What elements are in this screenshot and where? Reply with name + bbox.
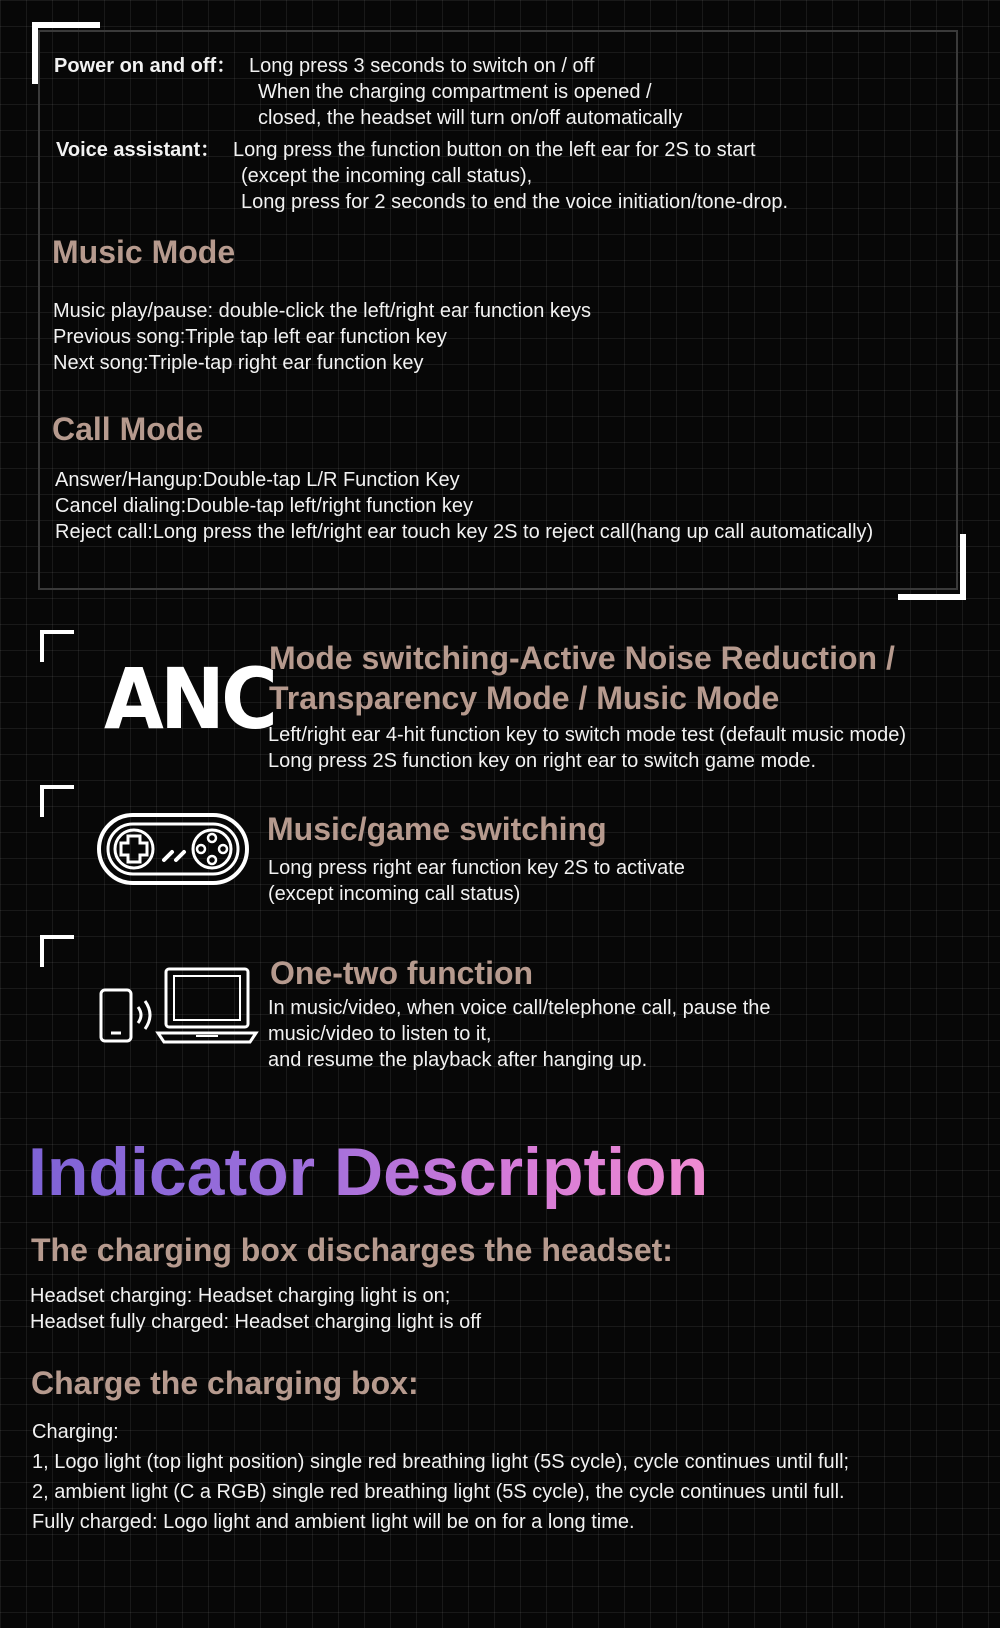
onetwo-desc-line-1: In music/video, when voice call/telephone call, pause the — [268, 997, 771, 1019]
call-mode-line-2: Cancel dialing:Double-tap left/right function key — [55, 495, 474, 517]
gamepad-icon — [96, 812, 250, 886]
game-desc-line-2: (except incoming call status) — [268, 883, 521, 905]
discharge-heading: The charging box discharges the headset: — [31, 1232, 673, 1268]
feature-corner-game — [40, 785, 74, 817]
voice-line-1: Long press the function button on the left ear for 2S to start — [233, 139, 756, 161]
charge-line-3: 2, ambient light (C a RGB) single red breathing light (5S cycle), the cycle continues until full. — [32, 1481, 845, 1503]
call-mode-line-3: Reject call:Long press the left/right ear touch key 2S to reject call(hang up call automatically) — [55, 521, 874, 543]
phone-laptop-icon — [98, 965, 260, 1045]
anc-icon: ANC — [104, 650, 275, 748]
charge-line-2: 1, Logo light (top light position) single red breathing light (5S cycle), cycle continues until full; — [32, 1451, 850, 1473]
discharge-line-1: Headset charging: Headset charging light is on; — [30, 1285, 451, 1307]
voice-label: Voice assistant： — [56, 139, 221, 161]
voice-line-2: (except the incoming call status), — [241, 165, 533, 187]
charge-line-1: Charging: — [32, 1421, 119, 1443]
music-mode-heading: Music Mode — [52, 234, 236, 270]
feature-corner-anc — [40, 630, 74, 662]
anc-desc-line-2: Long press 2S function key on right ear to switch game mode. — [268, 750, 817, 772]
game-desc-line-1: Long press right ear function key 2S to activate — [268, 857, 685, 879]
call-mode-heading: Call Mode — [52, 411, 204, 447]
music-mode-line-1: Music play/pause: double-click the left/right ear function keys — [53, 300, 592, 322]
onetwo-desc-line-2: music/video to listen to it, — [268, 1023, 492, 1045]
power-label: Power on and off： — [54, 55, 237, 77]
frame-corner-bottom-right — [898, 534, 966, 600]
charge-heading: Charge the charging box: — [31, 1365, 419, 1401]
music-mode-line-3: Next song:Triple-tap right ear function key — [53, 352, 424, 374]
feature-corner-onetwo — [40, 935, 74, 967]
music-mode-line-2: Previous song:Triple tap left ear function key — [53, 326, 447, 348]
anc-title-line-2: Transparency Mode / Music Mode — [269, 680, 780, 716]
indicator-title: Indicator Description — [28, 1134, 709, 1210]
voice-line-3: Long press for 2 seconds to end the voice initiation/tone-drop. — [241, 191, 789, 213]
power-line-1: Long press 3 seconds to switch on / off — [249, 55, 595, 77]
call-mode-line-1: Answer/Hangup:Double-tap L/R Function Key — [55, 469, 460, 491]
onetwo-title: One-two function — [270, 955, 534, 991]
power-line-2: When the charging compartment is opened / — [258, 81, 652, 103]
charge-line-4: Fully charged: Logo light and ambient light will be on for a long time. — [32, 1511, 635, 1533]
discharge-line-2: Headset fully charged: Headset charging light is off — [30, 1311, 482, 1333]
game-title: Music/game switching — [267, 811, 607, 847]
onetwo-desc-line-3: and resume the playback after hanging up. — [268, 1049, 648, 1071]
anc-desc-line-1: Left/right ear 4-hit function key to switch mode test (default music mode) — [268, 724, 907, 746]
anc-title-line-1: Mode switching-Active Noise Reduction / — [269, 640, 895, 676]
power-line-3: closed, the headset will turn on/off automatically — [258, 107, 683, 129]
